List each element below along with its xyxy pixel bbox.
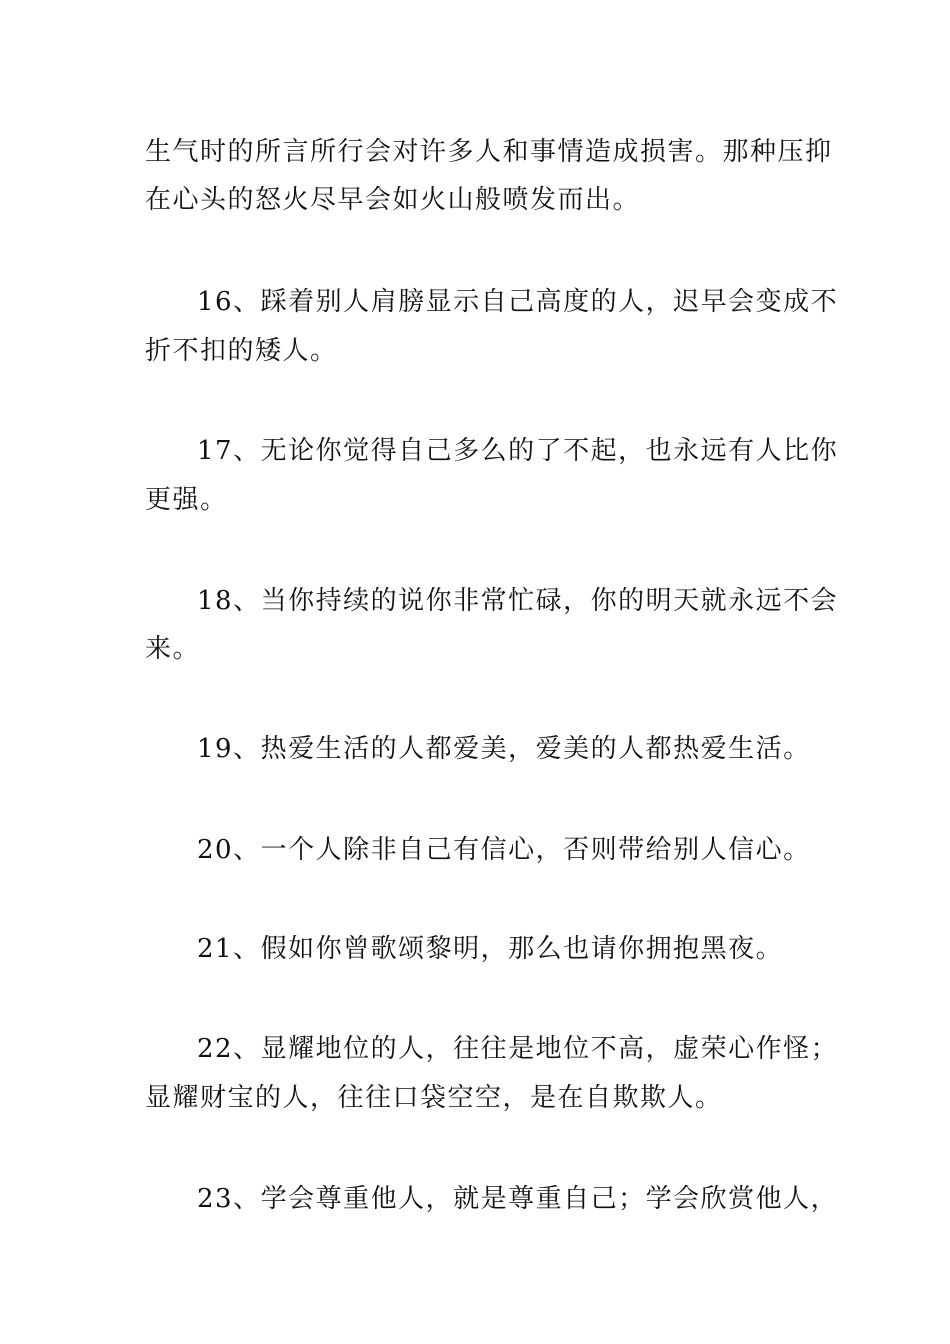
paragraph-16-line-1: 16、踩着别人肩膀显示自己高度的人，迟早会变成不 [197, 287, 839, 317]
paragraph-17-line-2: 更强。 [145, 485, 228, 515]
paragraph-16-line-2: 折不扣的矮人。 [145, 336, 338, 366]
paragraph-15-line-2: 在心头的怒火尽早会如火山般喷发而出。 [145, 185, 641, 215]
paragraph-22-line-1: 22、显耀地位的人，往往是地位不高，虚荣心作怪； [197, 1034, 839, 1064]
paragraph-22-line-2: 显耀财宝的人，往往口袋空空，是在自欺欺人。 [145, 1083, 723, 1113]
paragraph-17-line-1: 17、无论你觉得自己多么的了不起，也永远有人比你 [197, 436, 839, 466]
paragraph-19-line-1: 19、热爱生活的人都爱美，爱美的人都热爱生活。 [197, 734, 811, 764]
paragraph-23-line-1: 23、学会尊重他人，就是尊重自己；学会欣赏他人， [197, 1184, 839, 1214]
paragraph-18-line-2: 来。 [145, 634, 201, 664]
paragraph-20-line-1: 20、一个人除非自己有信心，否则带给别人信心。 [197, 835, 811, 865]
paragraph-21-line-1: 21、假如你曾歌颂黎明，那么也请你拥抱黑夜。 [197, 934, 784, 964]
paragraph-15-line-1: 生气时的所言所行会对许多人和事情造成损害。那种压抑 [145, 137, 833, 167]
paragraph-18-line-1: 18、当你持续的说你非常忙碌，你的明天就永远不会 [197, 586, 839, 616]
